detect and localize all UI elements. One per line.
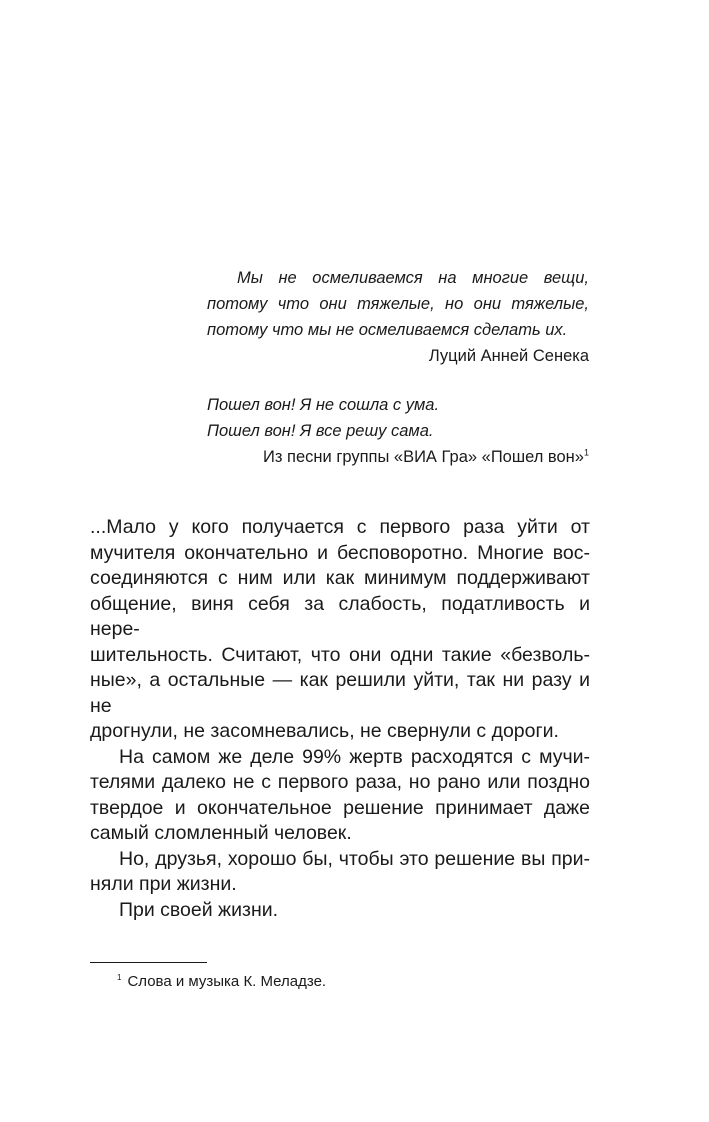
footnote-divider [90,962,207,963]
paragraph [90,745,590,847]
epigraph-source [207,444,589,470]
epigraph-author: Луций Анней Сенека [428,347,589,365]
footnote-marker: 1 [583,447,589,458]
footnote-text: Слова и музыка К. Меладзе. [127,973,327,990]
text-line: твердое и окончательное решение принимает даже [90,796,590,819]
paragraph [90,515,590,745]
text-line: На самом же деле 99% жертв расходятся с мучи- [119,745,590,768]
text-line: дрогнули, не засомневались, не свернули с дороги. [90,720,559,742]
text-line: самый сломленный человек. [90,822,352,844]
text-line: телями далеко не с первого раза, но рано или поздно [90,771,590,793]
text-line: общение, виня себя за слабость, податливость и нере- [90,592,590,640]
text-line: соединяются с ним или как минимум поддерживают [90,567,590,589]
text-line: При своей жизни. [119,898,279,921]
paragraph [90,898,590,924]
text-line: ...Мало у кого получается с первого раза уйти от [90,516,590,538]
epigraph-line: Пошел вон! Я не сошла с ума. [207,396,440,414]
footnote-number: 1 [117,973,122,982]
epigraph-line: потому что мы не осмеливаемся сделать их. [207,321,568,339]
epigraph-line: Пошел вон! Я все решу сама. [207,422,434,440]
epigraph-seneca [207,265,589,369]
text-line: няли при жизни. [90,873,237,895]
text-line: мучителя окончательно и бесповоротно. Многие вос- [90,541,590,564]
epigraph-song [207,392,589,470]
text-line: ные», а остальные — как решили уйти, так ни разу и не [90,669,590,717]
epigraph-line: Мы не осмеливаемся на многие вещи, [237,269,589,287]
epigraph-line: потому что они тяжелые, но они тяжелые, [207,295,589,313]
footnote [117,971,326,993]
text-line: Но, друзья, хорошо бы, чтобы это решение вы при- [119,847,590,870]
paragraph [90,847,590,898]
epigraph-source-text: Из песни группы «ВИА Гра» «Пошел вон» [263,448,584,466]
text-line: шительность. Считают, что они одни такие «безволь- [90,643,590,666]
main-text [90,515,590,923]
